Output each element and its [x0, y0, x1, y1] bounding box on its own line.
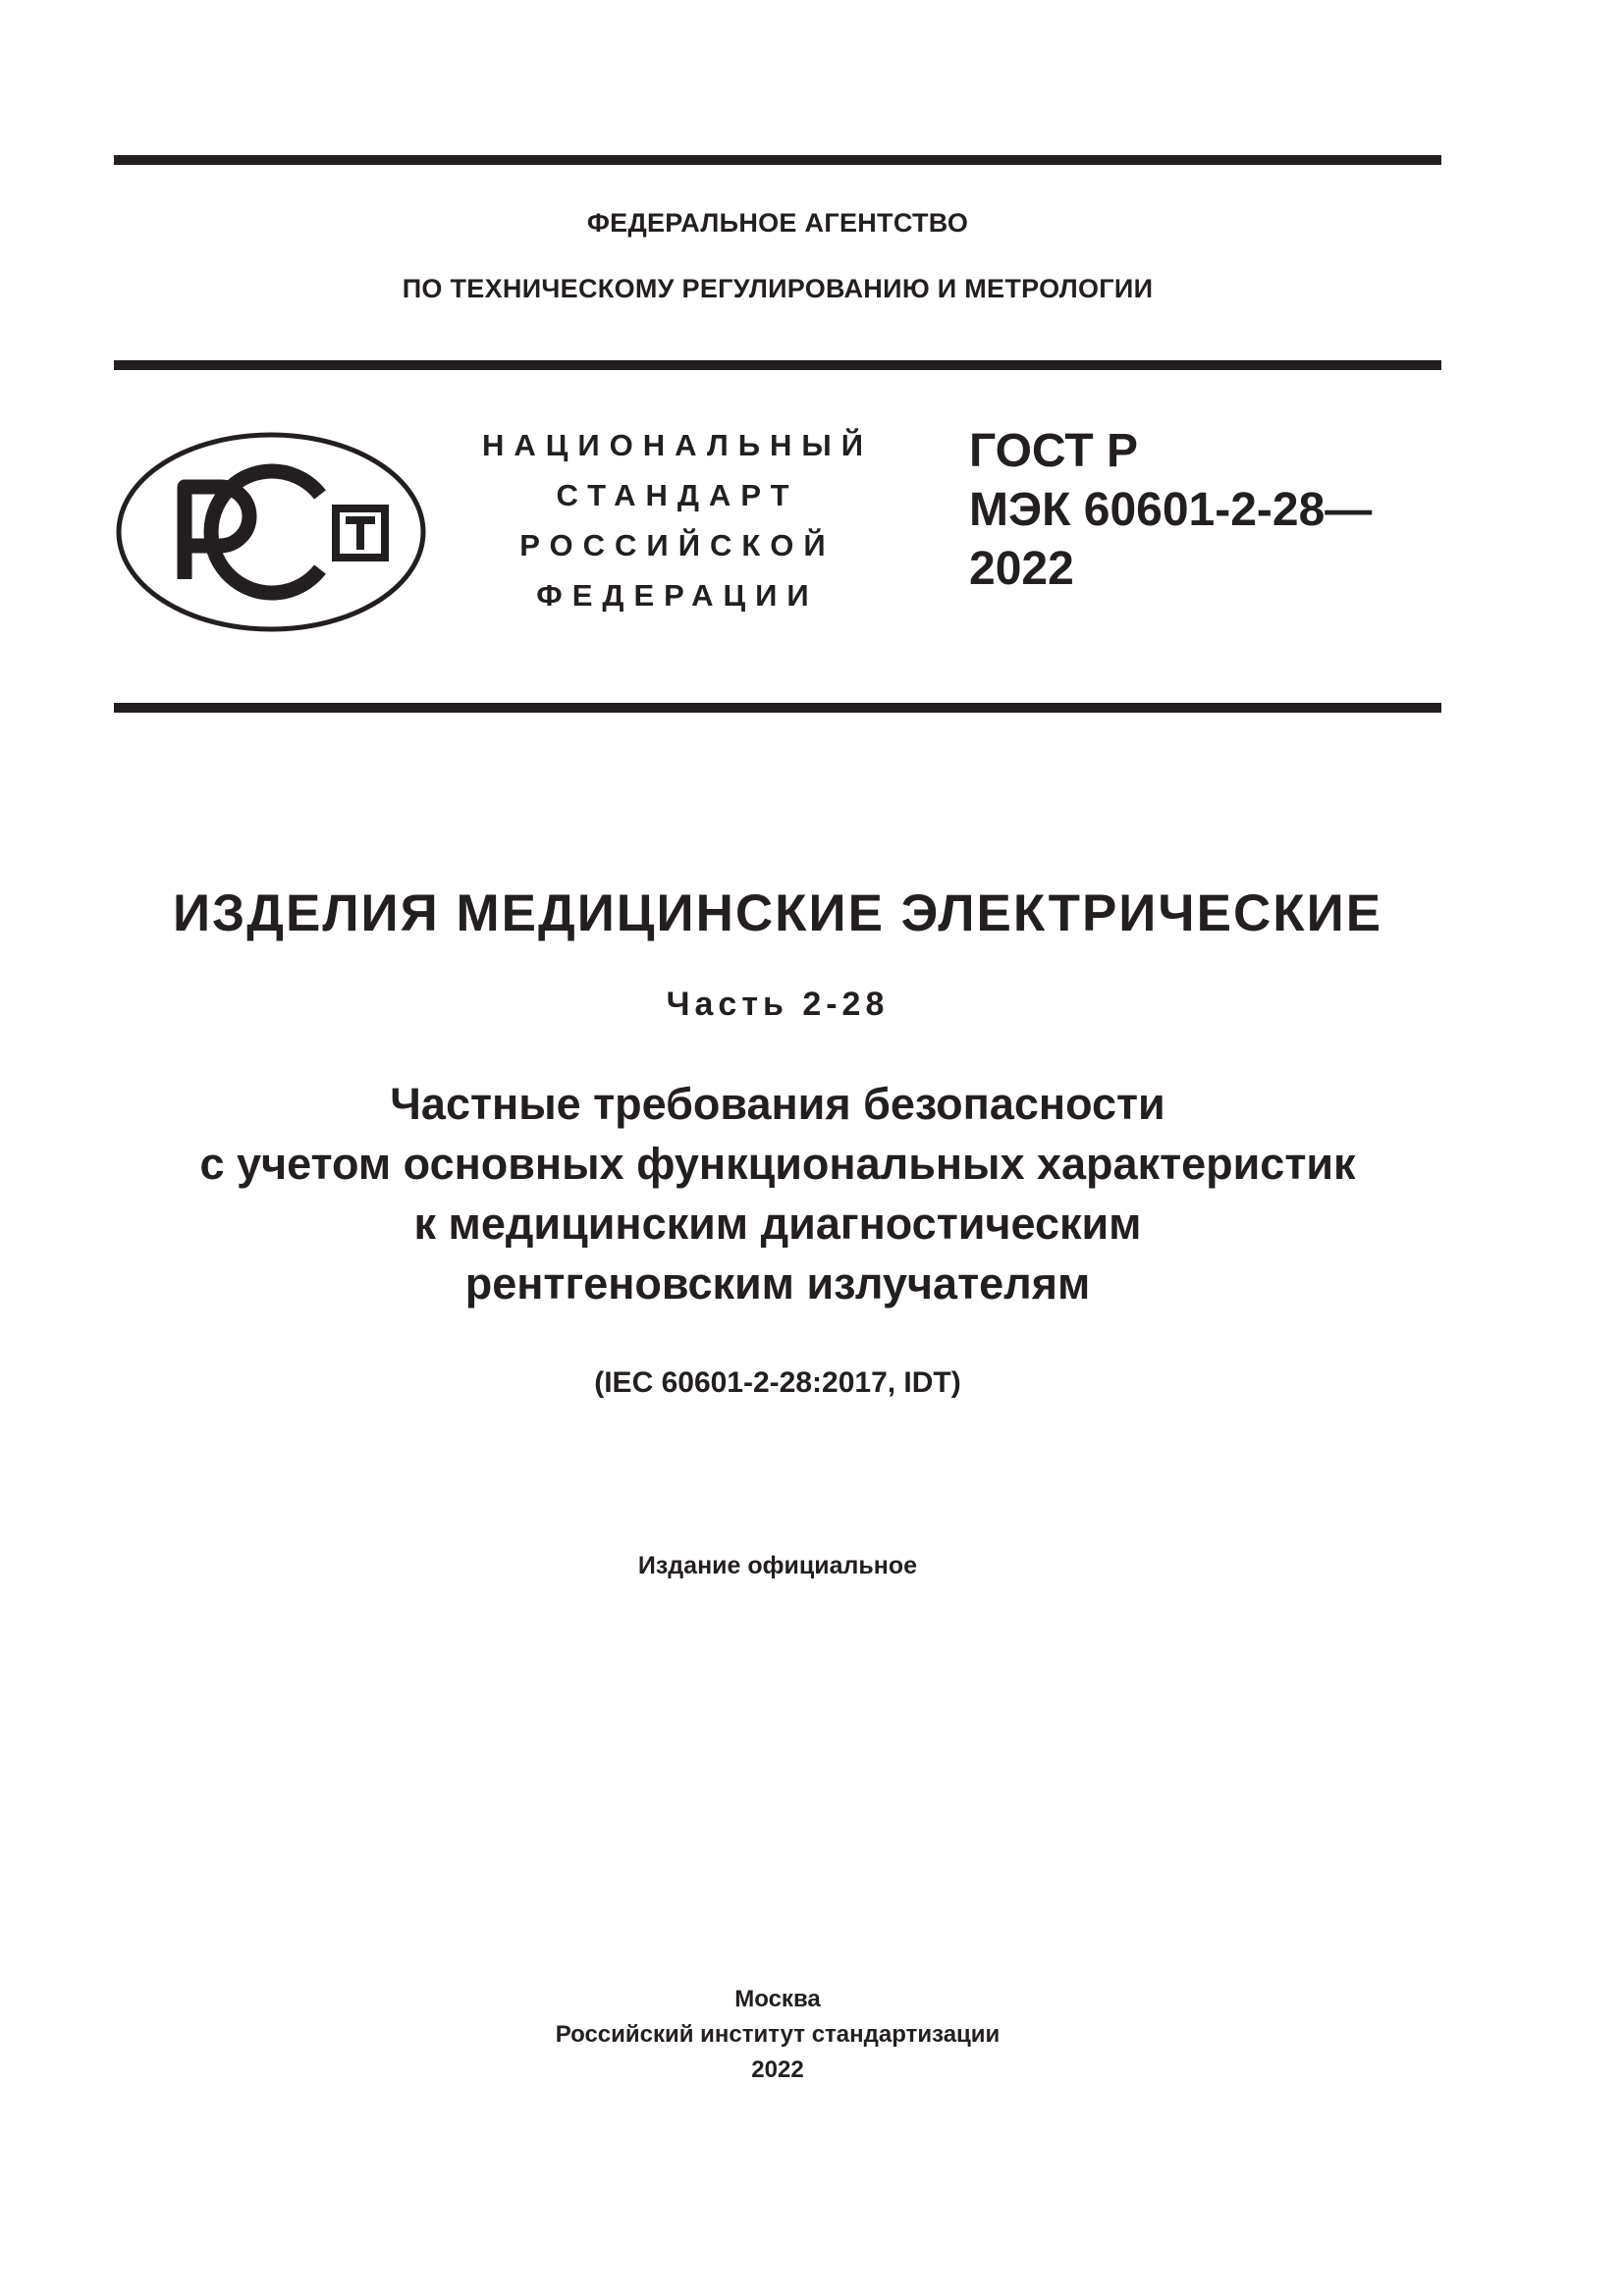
top-rule — [114, 155, 1441, 165]
designation-line2: МЭК 60601-2-28— — [969, 484, 1373, 536]
agency-name-line1: ФЕДЕРАЛЬНОЕ АГЕНТСТВО — [586, 208, 969, 238]
standard-designation — [969, 422, 1441, 599]
agency-bottom-rule — [114, 360, 1441, 370]
document-subtitle — [114, 1074, 1441, 1313]
edition-note: Издание официальное — [637, 1552, 918, 1579]
imprint-year: 2022 — [751, 2056, 804, 2083]
subtitle-line: Частные требования безопасности — [390, 1079, 1165, 1129]
national-standard-line4: ФЕДЕРАЦИИ — [536, 578, 819, 613]
part-number: Часть 2-28 — [666, 986, 890, 1023]
agency-name-line2: ПО ТЕХНИЧЕСКОМУ РЕГУЛИРОВАНИЮ И МЕТРОЛОГИИ — [402, 274, 1154, 303]
imprint-city: Москва — [734, 1986, 821, 2012]
subtitle-line: к медицинским диагностическим — [413, 1199, 1142, 1249]
national-standard-line1: НАЦИОНАЛЬНЫЙ — [481, 428, 874, 462]
national-standard-line2: СТАНДАРТ — [556, 478, 799, 512]
subtitle-line: с учетом основных функциональных характеристик — [199, 1139, 1356, 1189]
header-bottom-rule — [114, 703, 1441, 713]
rst-conformity-mark-icon — [114, 430, 428, 634]
imprint — [114, 1982, 1441, 2088]
iec-reference: (IEC 60601-2-28:2017, IDT) — [594, 1366, 961, 1399]
national-standard-line3: РОССИЙСКОЙ — [519, 528, 836, 562]
designation-line3: 2022 — [969, 543, 1074, 595]
national-standard-label — [461, 420, 893, 620]
imprint-publisher: Российский институт стандартизации — [555, 2021, 1001, 2048]
subtitle-line: рентгеновским излучателям — [464, 1258, 1091, 1308]
document-title: ИЗДЕЛИЯ МЕДИЦИНСКИЕ ЭЛЕКТРИЧЕСКИЕ — [172, 884, 1383, 942]
designation-line1: ГОСТ Р — [969, 425, 1139, 477]
